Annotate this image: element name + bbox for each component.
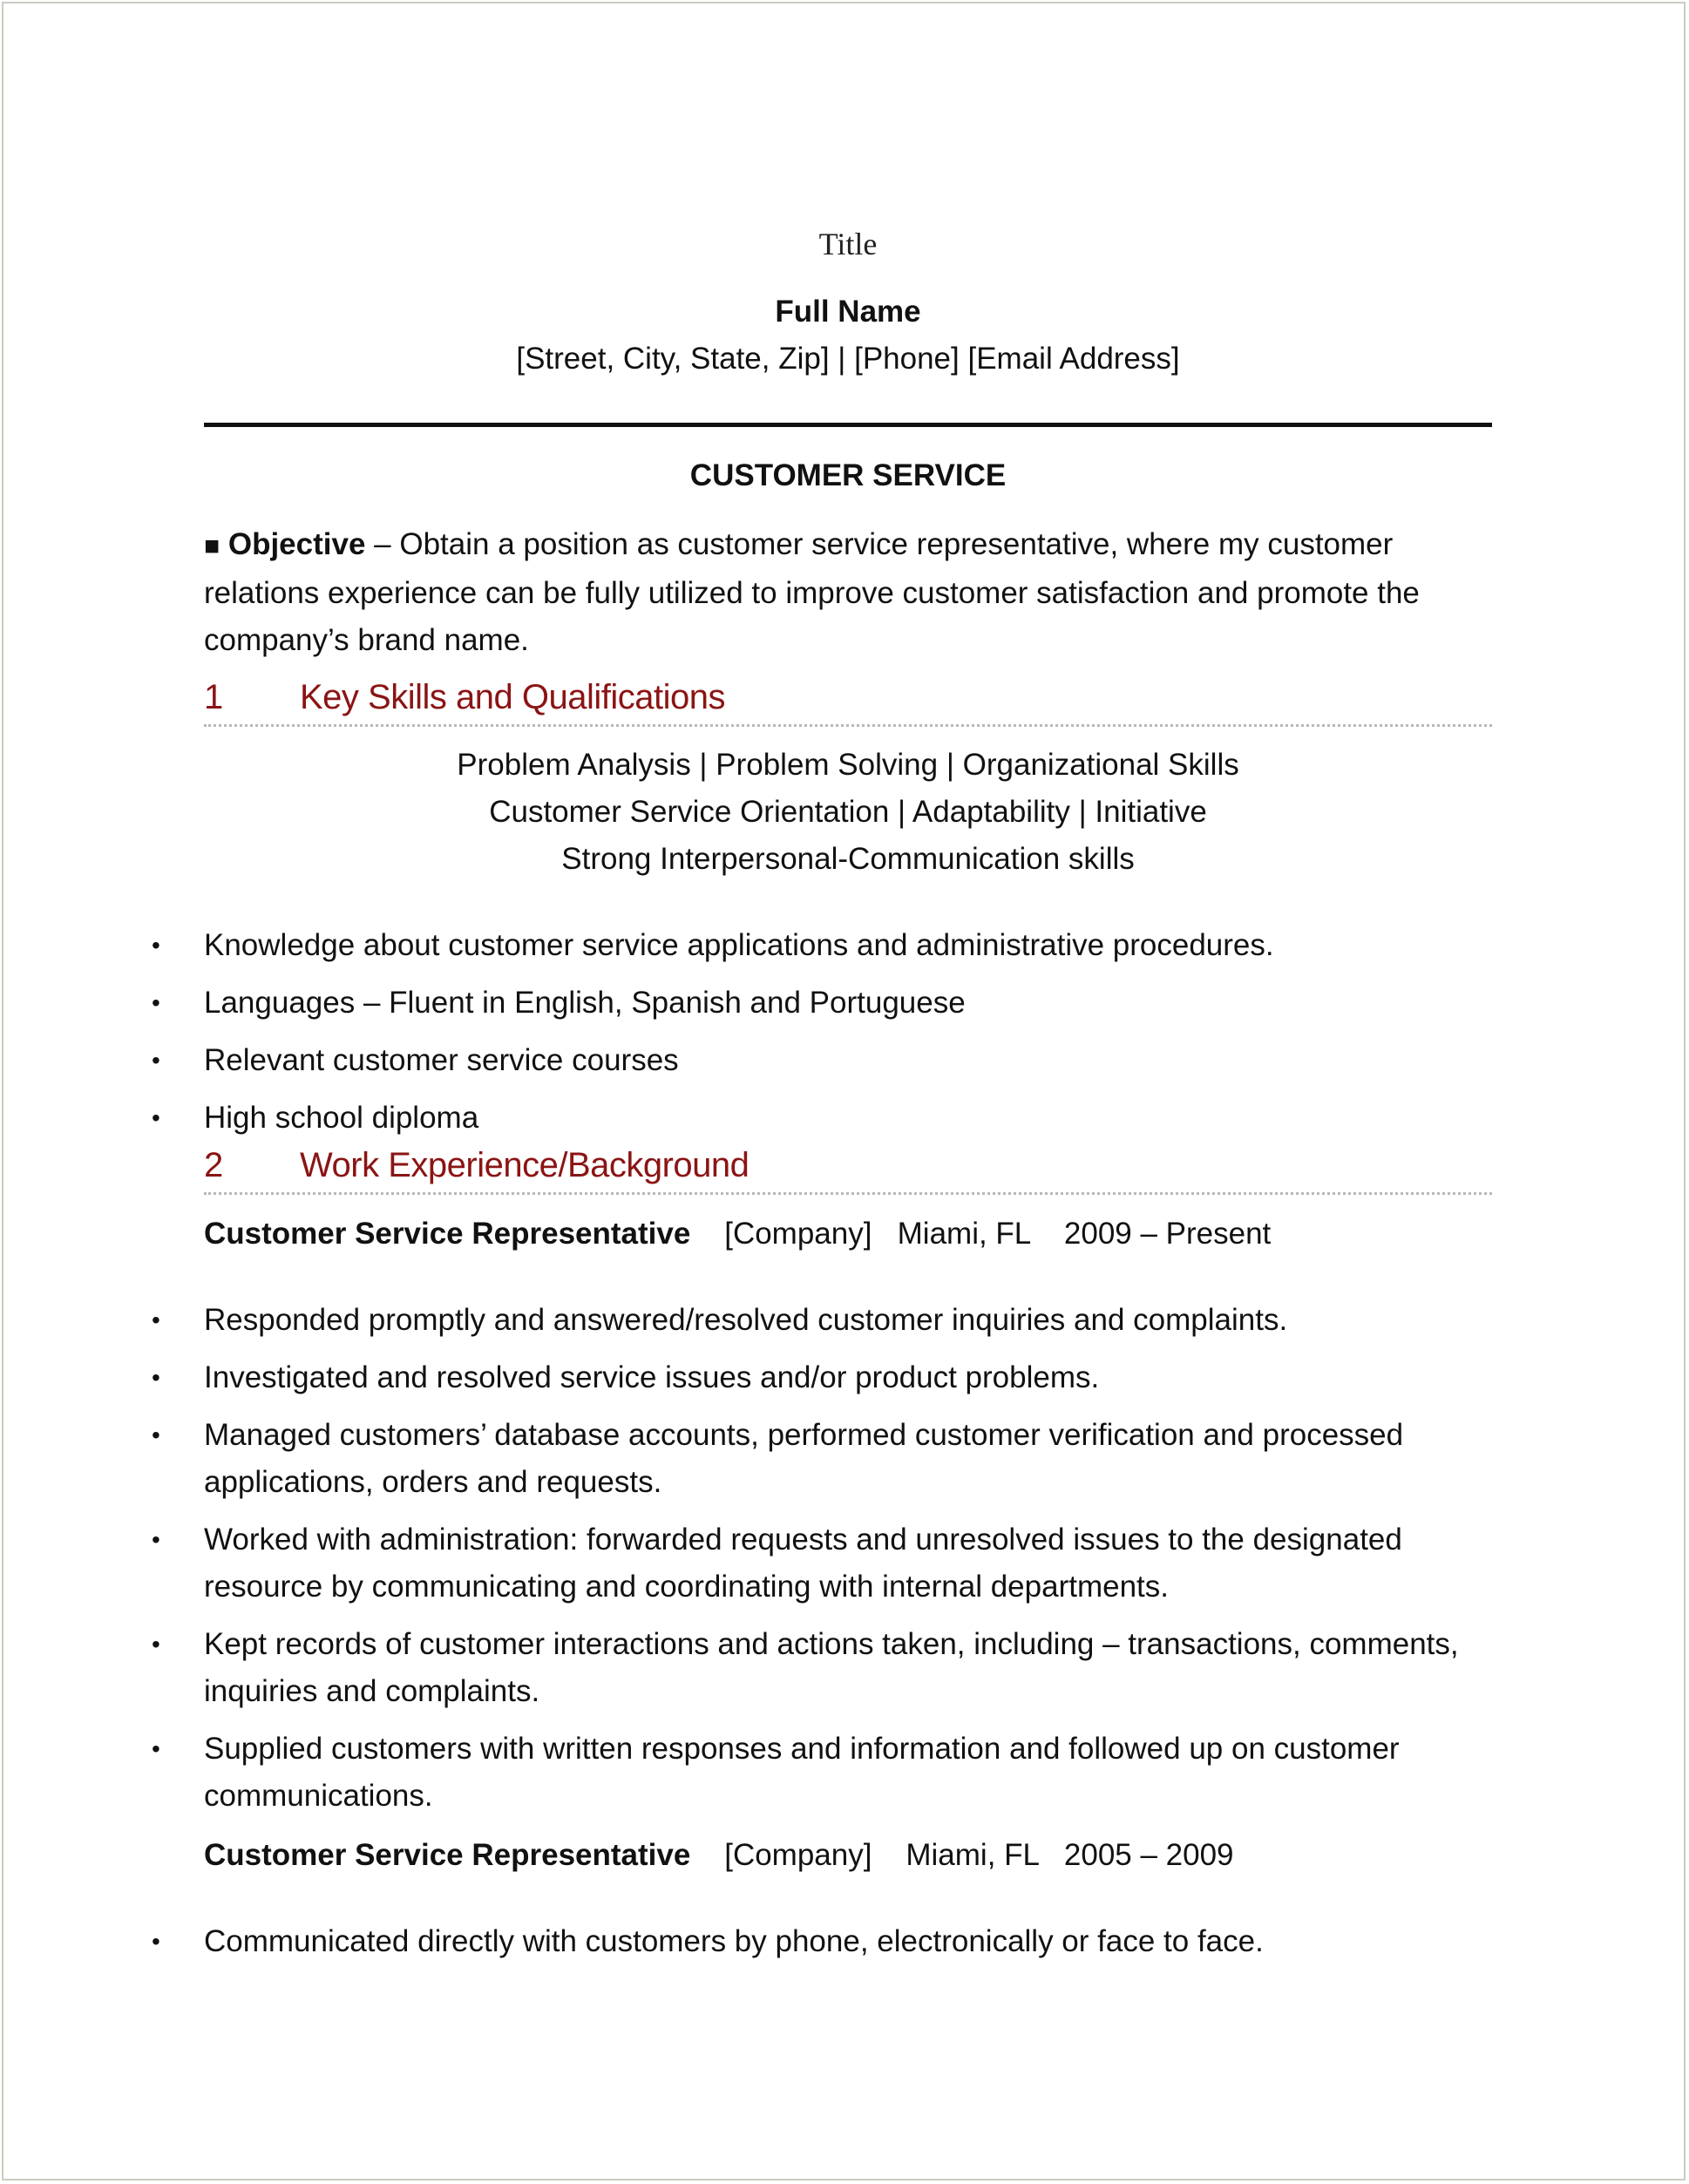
contact-info: [Street, City, State, Zip] | [Phone] [Email Address] xyxy=(516,342,1180,376)
bullet-icon: • xyxy=(152,989,160,1016)
list-item: • Kept records of customer interactions and actions taken, including – transactions, comments, inquiries and complaints. xyxy=(204,1621,1492,1715)
bullet-icon: • xyxy=(152,1421,160,1448)
list-item: • Responded promptly and answered/resolved customer inquiries and complaints. xyxy=(204,1297,1492,1344)
bullet-icon: • xyxy=(152,1928,160,1955)
resume-page xyxy=(2,2,1686,2181)
job-company: [Company] xyxy=(724,1217,872,1251)
section-title: Key Skills and Qualifications xyxy=(300,678,725,716)
header-divider xyxy=(204,423,1492,427)
list-item: • Knowledge about customer service applications and administrative procedures. xyxy=(204,922,1492,969)
list-item: • Relevant customer service courses xyxy=(204,1037,1492,1084)
bullet-icon: • xyxy=(152,1047,160,1074)
section-number: 1 xyxy=(204,678,223,716)
skills-line: Problem Analysis | Problem Solving | Organizational Skills xyxy=(457,748,1239,782)
skills-summary xyxy=(204,742,1492,883)
objective-text: – Obtain a position as customer service representative, where my customer relations experience can be fully utilized to improve customer satisfaction and promote the company’s brand name. xyxy=(204,527,1420,657)
list-item: • High school diploma xyxy=(204,1095,1492,1142)
job-dates: 2005 – 2009 xyxy=(1063,1838,1234,1872)
full-name: Full Name xyxy=(775,295,921,329)
job-location: Miami, FL xyxy=(897,1217,1030,1251)
bullet-icon: • xyxy=(152,1104,160,1131)
job-dates: 2009 – Present xyxy=(1063,1217,1272,1251)
bullet-icon: • xyxy=(152,1306,160,1333)
section-number: 2 xyxy=(204,1146,223,1184)
skills-line: Customer Service Orientation | Adaptability | Initiative xyxy=(489,795,1207,829)
job-duties-list xyxy=(152,1297,1492,1830)
bullet-icon: • xyxy=(152,1735,160,1762)
job-header xyxy=(204,1835,1492,1875)
document-title: Title xyxy=(818,227,878,261)
skills-line: Strong Interpersonal-Communication skills xyxy=(561,842,1135,876)
list-item: • Worked with administration: forwarded requests and unresolved issues to the designated resource by communicating and coordinating with internal departments. xyxy=(204,1516,1492,1611)
main-heading: CUSTOMER SERVICE xyxy=(689,458,1007,492)
section-title: Work Experience/Background xyxy=(300,1146,750,1184)
bullet-icon: • xyxy=(152,1526,160,1553)
job-company: [Company] xyxy=(724,1838,872,1872)
list-item: • Managed customers’ database accounts, performed customer verification and processed applications, orders and requests. xyxy=(204,1412,1492,1506)
section-heading-skills xyxy=(204,675,1492,727)
job-duties-list xyxy=(152,1918,1492,1965)
job-location: Miami, FL xyxy=(906,1838,1039,1872)
bullet-icon: • xyxy=(152,1364,160,1391)
list-item: • Supplied customers with written responses and information and followed up on customer communications. xyxy=(204,1726,1492,1820)
objective-paragraph xyxy=(204,521,1492,664)
list-item: • Communicated directly with customers by phone, electronically or face to face. xyxy=(204,1918,1492,1965)
job-role: Customer Service Representative xyxy=(204,1838,691,1872)
objective-label: Objective xyxy=(227,527,366,561)
section-heading-experience xyxy=(204,1143,1492,1195)
list-item: • Languages – Fluent in English, Spanish and Portuguese xyxy=(204,980,1492,1027)
job-role: Customer Service Representative xyxy=(204,1217,691,1251)
job-header xyxy=(204,1214,1492,1254)
list-item: • Investigated and resolved service issues and/or product problems. xyxy=(204,1354,1492,1401)
qualifications-list xyxy=(152,922,1492,1152)
bullet-icon: • xyxy=(152,1631,160,1658)
square-bullet-icon: ■ xyxy=(204,532,220,560)
bullet-icon: • xyxy=(152,932,160,959)
